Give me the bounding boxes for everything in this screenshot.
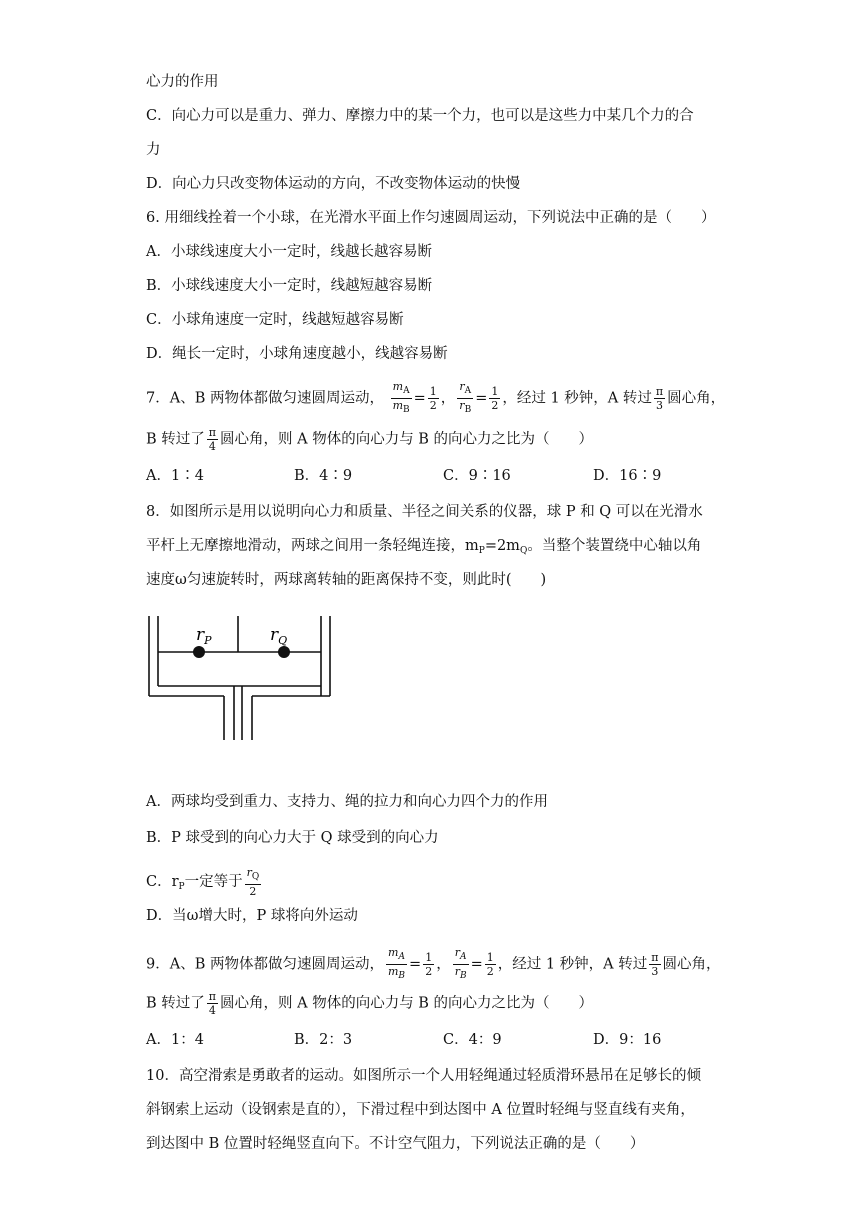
q7-option-a: A．1∶4 bbox=[146, 468, 204, 484]
q8-option-d: D．当ω增大时，P 球将向外运动 bbox=[146, 908, 358, 924]
question-8-line-2: 平杆上无摩擦地滑动，两球之间用一条轻绳连接，$m_P=2m_Q$。当整个装置绕中心轴以角 bbox=[146, 538, 702, 556]
q8-option-a: A．两球均受到重力、支持力、绳的拉力和向心力四个力的作用 bbox=[146, 794, 548, 810]
q8-option-c: C．$r_P$一定等于 $\frac{r_Q}{2}$ bbox=[146, 866, 260, 898]
option-c-prev: C．向心力可以是重力、弹力、摩擦力中的某一个力，也可以是这些力中某几个力的合 bbox=[146, 108, 694, 124]
pi-over-4-fraction: $\frac{\pi}{4}$ bbox=[208, 426, 216, 453]
line-1: 心力的作用 bbox=[146, 74, 219, 90]
question-10-line-1: 10．高空滑索是勇敢者的运动。如图所示一个人用轻绳通过轻质滑环悬吊在足够长的倾 bbox=[146, 1068, 701, 1084]
q6-option-c: C．小球角速度一定时，线越短越容易断 bbox=[146, 312, 404, 328]
q6-option-b: B．小球线速度大小一定时，线越短越容易断 bbox=[146, 278, 433, 294]
question-7-line-2: B 转过了 $\frac{\pi}{4}$ 圆心角，则 A 物体的向心力与 B 的向心力之比为（ ） bbox=[146, 426, 594, 453]
rq-over-2-fraction: $\frac{r_Q}{2}$ bbox=[246, 866, 260, 898]
centrifuge-apparatus-figure bbox=[146, 612, 336, 748]
question-7-line-1: 7．A、B 两物体都做匀速圆周运动， $\frac{m_A}{m_B}$ = $\frac{1}{2}$ ， $\frac{r_A}{r_B}$ = $\frac{1}{2}$ ，经过 1 秒钟，A 转过 $\frac{\pi}{3}$ 圆心角， bbox=[146, 380, 726, 415]
q6-option-d: D．绳长一定时，小球角速度越小，线越容易断 bbox=[146, 346, 448, 362]
question-9-line-2: B 转过了 $\frac{\pi}{4}$ 圆心角，则 A 物体的向心力与 B 的向心力之比为（ ） bbox=[146, 990, 594, 1017]
q8-option-b: B．P 球受到的向心力大于 Q 球受到的向心力 bbox=[146, 830, 439, 846]
q7-option-b: B．4∶9 bbox=[294, 468, 353, 484]
q9-option-b: B．2：3 bbox=[294, 1032, 353, 1048]
q9-option-a: A．1：4 bbox=[146, 1032, 204, 1048]
question-10-line-3: 到达图中 B 位置时轻绳竖直向下。不计空气阻力，下列说法正确的是（ ） bbox=[146, 1136, 645, 1152]
ball-q bbox=[278, 646, 290, 658]
line-3: 力 bbox=[146, 142, 161, 158]
q9-option-d: D．9：16 bbox=[593, 1032, 662, 1048]
half-fraction: $\frac{1}{2}$ bbox=[429, 385, 437, 412]
question-8-line-3: 速度ω匀速旋转时，两球离转轴的距离保持不变，则此时( ) bbox=[146, 572, 547, 588]
q6-option-a: A．小球线速度大小一定时，线越长越容易断 bbox=[146, 244, 432, 260]
question-10-line-2: 斜钢索上运动（设钢索是直的），下滑过程中到达图中 A 位置时轻绳与竖直线有夹角， bbox=[146, 1102, 695, 1118]
mass-ratio-fraction: $\frac{m_A}{m_B}$ bbox=[392, 380, 410, 415]
question-7-options bbox=[146, 466, 746, 486]
q9-option-c: C．4：9 bbox=[443, 1032, 502, 1048]
q7-option-d: D．16∶9 bbox=[593, 468, 662, 484]
ball-p bbox=[193, 646, 205, 658]
question-9-line-1: 9．A、B 两物体都做匀速圆周运动， $\frac{m_A}{m_B}$ = $\frac{1}{2}$ ， $\frac{r_A}{r_B}$ = $\frac{1}{2}$ ，经过 1 秒钟，A 转过 $\frac{\pi}{3}$ 圆心角， bbox=[146, 946, 721, 981]
q7-option-c: C．9∶16 bbox=[443, 468, 511, 484]
question-8-line-1: 8．如图所示是用以说明向心力和质量、半径之间关系的仪器，球 P 和 Q 可以在光滑水 bbox=[146, 504, 703, 520]
question-9-options bbox=[146, 1030, 746, 1050]
radius-ratio-fraction: $\frac{r_A}{r_B}$ bbox=[459, 380, 472, 415]
label-rq: $r_Q$ bbox=[270, 625, 288, 647]
question-6: 6. 用细线拴着一个小球，在光滑水平面上作匀速圆周运动，下列说法中正确的是（ ） bbox=[146, 210, 716, 226]
pi-over-3-fraction: $\frac{\pi}{3}$ bbox=[655, 385, 664, 412]
option-d-prev: D．向心力只改变物体运动的方向，不改变物体运动的快慢 bbox=[146, 176, 521, 192]
label-rp: $r_P$ bbox=[196, 625, 212, 647]
